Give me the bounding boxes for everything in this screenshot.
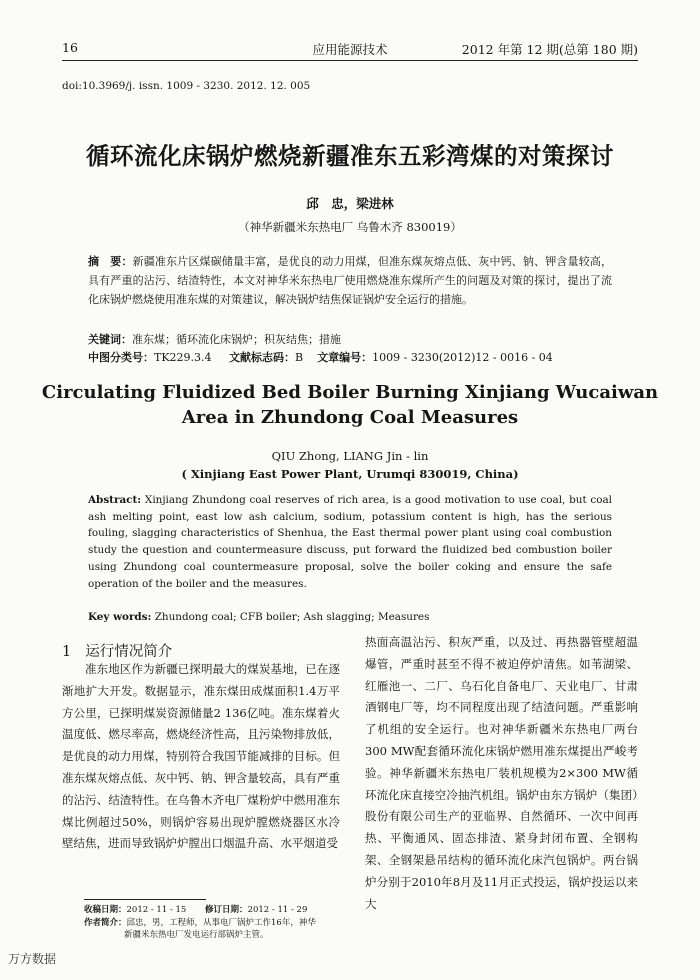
author-bio-line1: 邱忠，男，工程师，从事电厂锅炉工作16年，神华 [126,917,316,928]
body-paragraph-right: 热面高温沾污、积灰严重，以及过、再热器管壁超温爆管，严重时甚至不得不被迫停炉清焦。如苇湖梁、红雁池一、二厂、乌石化自备电厂、天业电厂、甘肃酒钢电厂等，均不同程度出现了结渣问题。严重影响了机组的安全运行。也对神华新疆米东热电厂两台300 MW配套循环流化床锅炉燃用准东煤提出严峻考验。神华新疆米东热电厂装机规模为2×300 MW循环流化床直接空冷抽汽机组。锅炉由东方锅炉（集团）股份有限公司生产的亚临界、自然循环、一次中间再热、平衡通风、固态排渣、紧身封闭布置、全钢构架、全钢架悬吊结构的循环流化床汽包锅炉。两台锅炉分别于2010年8月及11月正式投运，锅炉投运以来大 [365,635,638,911]
page-number: 16 [62,40,78,55]
revised-date: 2012 - 11 - 29 [247,905,308,915]
body-left-column [62,659,340,855]
journal-name: 应用能源技术 [312,42,388,57]
abstract-label-cn: 摘 要： [88,255,133,268]
doc-code-label: 文献标志码： [229,351,296,364]
running-header [62,40,638,60]
footnote-rule [84,899,206,900]
author-bio-label: 作者简介： [84,917,127,928]
authors-english: QIU Zhong, LIANG Jin - lin [271,449,429,463]
keywords-english [88,609,612,626]
cls-value: TK229.3.4 [154,351,212,364]
abstract-text-en: Xinjiang Zhundong coal reserves of rich area, is a good motivation to use coal, but coal ash melting point, east low ash calcium, sodium, potassium content is high, has the serious fouling, slagging characteristics of Shenhua, the East thermal power plant using coal combustion study the question and countermeasure discuss, put forward the fluidized bed combustion boiler using Zhundong coal countermeasure proposal, solve the boiler coking and ensure the safe operation of the boiler and the measures. [88,494,612,590]
revised-label: 修订日期： [205,905,248,915]
section-title: 运行情况简介 [85,644,173,660]
title-english: Circulating Fluidized Bed Boiler Burning Xinjiang Wucaiwan Area in Zhundong Coal Measures [41,382,659,428]
watermark: 万方数据 [8,952,57,966]
doc-code-value: B [295,351,304,364]
keywords-text-cn: 准东煤；循环流化床锅炉；积灰结焦；措施 [132,333,341,346]
authors-chinese: 邱 忠，梁进林 [306,196,394,211]
issue-info: 2012 年第 12 期(总第 180 期) [461,42,638,57]
affiliation-english: ( Xinjiang East Power Plant, Urumqi 830019, China) [181,467,519,481]
received-date: 2012 - 11 - 15 [126,905,187,915]
cls-label: 中图分类号： [88,351,154,364]
section-number: 1 [62,644,72,660]
abstract-chinese [88,252,612,309]
header-rule [62,60,638,61]
article-no-label: 文章编号： [317,351,373,364]
keywords-text-en: Zhundong coal; CFB boiler; Ash slagging; Measures [154,611,430,623]
title-chinese: 循环流化床锅炉燃烧新疆准东五彩湾煤的对策探讨 [86,142,614,170]
keywords-label-en: Key words: [88,611,152,623]
body-right-column [365,632,638,915]
received-label: 收稿日期： [84,905,127,915]
keywords-label-cn: 关键词： [88,333,132,346]
abstract-label-en: Abstract: [88,494,142,506]
abstract-text-cn: 新疆准东片区煤碳储量丰富，是优良的动力用煤，但准东煤灰熔点低、灰中钙、钠、钾含量较高，具有严重的沾污、结渣特性，本文对神华米东热电厂使用燃烧准东煤所产生的问题及对策的探讨，提出了流化床锅炉燃烧使用准东煤的对策建议，解决锅炉结焦保证锅炉安全运行的措施。 [88,255,612,306]
keywords-chinese [88,330,612,349]
abstract-english [88,492,612,592]
affiliation-chinese: （神华新疆米东热电厂 乌鲁木齐 830019） [238,220,462,234]
author-bio-line2: 新疆米东热电厂发电运行部锅炉主管。 [124,930,269,940]
classification-line [88,348,612,367]
article-no-value: 1009 - 3230(2012)12 - 0016 - 04 [372,351,553,364]
doi: doi:10.3969/j. issn. 1009 - 3230. 2012. 12. 005 [62,80,311,92]
section-heading [62,640,172,661]
body-paragraph-left: 准东地区作为新疆已探明最大的煤炭基地，已在逐渐地扩大开发。数据显示，准东煤田成煤面积1.4万平方公里，已探明煤炭资源储量2 136亿吨。准东煤着火温度低、燃尽率高，燃烧经济性高，且污染物排放低，是优良的动力用煤，特别符合我国节能减排的目标。但准东煤灰熔点低、灰中钙、钠、钾含量较高，具有严重的沾污、结渣特性。在乌鲁木齐电厂煤粉炉中燃用准东煤比例超过50%，则锅炉容易出现炉膛燃烧器区水冷壁结焦，进而导致锅炉炉膛出口烟温升高、水平烟道受 [62,662,340,851]
footnote [84,904,346,942]
